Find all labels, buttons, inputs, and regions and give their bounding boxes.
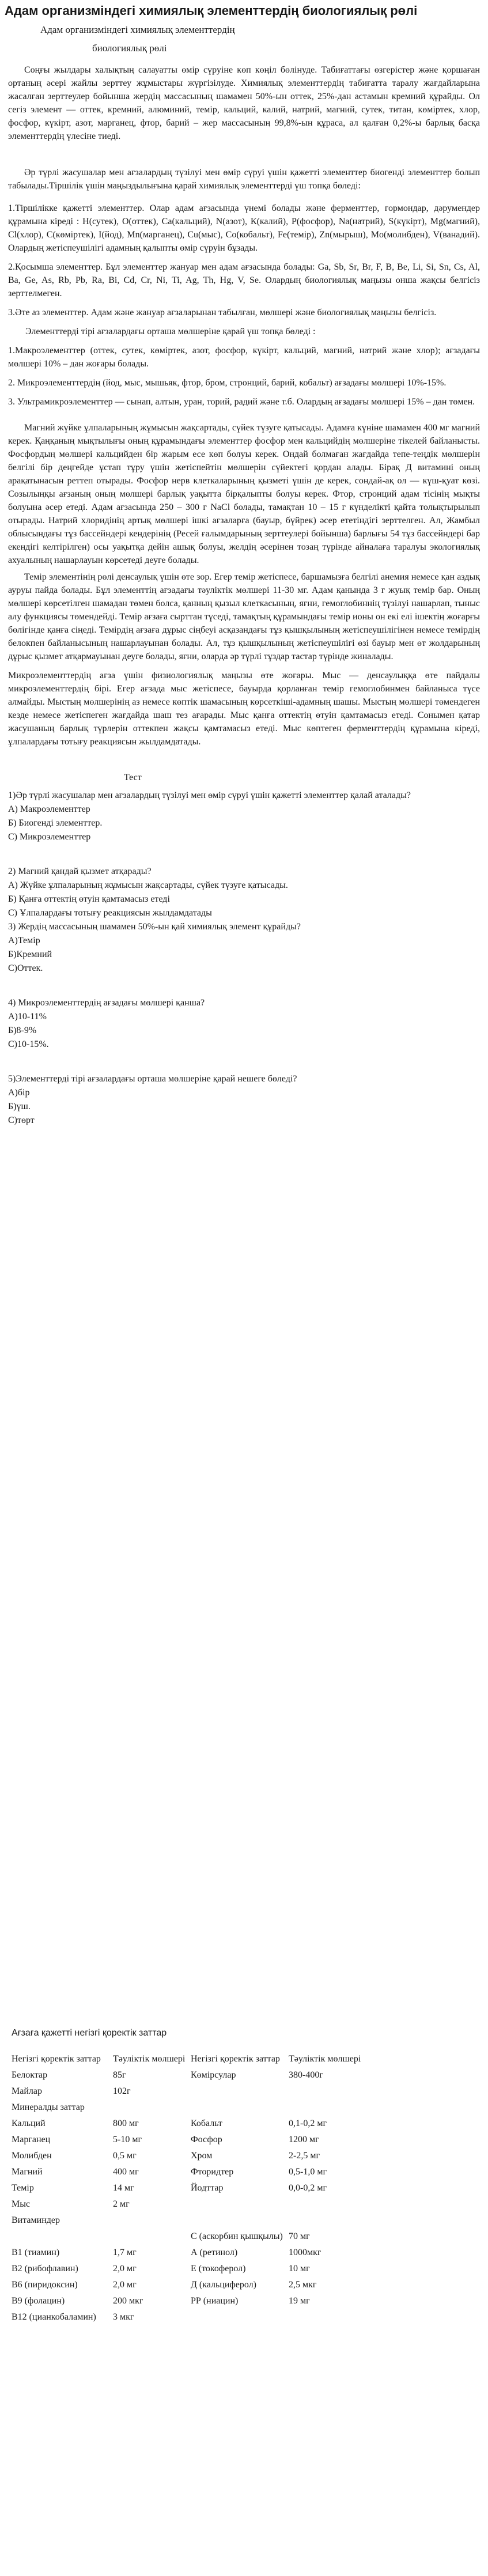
table-row bbox=[9, 2277, 378, 2293]
table-cell: Хром bbox=[191, 2151, 213, 2161]
table-cell: Е (токоферол) bbox=[191, 2264, 246, 2274]
question-4-option-b: Б)8-9% bbox=[8, 1026, 37, 1035]
table-cell bbox=[111, 2100, 188, 2116]
nutrients-table bbox=[9, 2051, 378, 2325]
table-cell: 1,7 мг bbox=[113, 2248, 137, 2257]
table-row bbox=[9, 2196, 378, 2212]
table-cell bbox=[286, 2196, 378, 2212]
question-4: 4) Микроэлементтердің ағзадағы мөлшері қанша? bbox=[8, 998, 205, 1008]
table-cell: В12 (цианкобаламин) bbox=[12, 2312, 96, 2322]
table-cell: Көмірсулар bbox=[191, 2070, 236, 2080]
table-cell: 19 мг bbox=[289, 2296, 310, 2306]
question-3-option-a: А)Темір bbox=[8, 936, 40, 945]
question-2: 2) Магний қандай қызмет атқарады? bbox=[8, 867, 152, 876]
table-cell: В1 (тиамин) bbox=[12, 2248, 60, 2257]
table-row bbox=[9, 2083, 378, 2100]
table-cell: 1200 мг bbox=[289, 2135, 319, 2144]
question-2-option-b: Б) Қанға оттектің өтуін қамтамасыз етеді bbox=[8, 894, 170, 904]
subtitle-line-2: биологиялық рөлі bbox=[92, 43, 167, 54]
paragraph-iron: Темір элементінің рөлі денсаулық үшін өте зор. Егер темір жетіспесе, баршамызға белгілі анемия немесе қан аздық ауруы пайда болады. Бұл элементтің ағзадағы тәуліктік мөлшері 11-30 мг. Адам қанында 3 г жуық темір бар. Оның мөлшері көрсетілген шамадан төмен болса, қанның қызыл клеткасының, яғни, гемоглобиннің түзілуі нашарлап, тыныс алу функциясы төмендейді. Темір ағзаға сырттан түседі, тамақтың құрамындағы темір ионы он екі елі ішектің жоғарғы бөлігінде қанға сіңеді. Темірдің ағзаға дұрыс сіңбеуі асқазандағы тұз қышқылының жетіспеушілігінен немесе темірдің белокпен байланысының нашарлауынан болады. Ал, тұз қышқылының жетіспеушілігі өзі бауыр мен өт жолдарының дұрыс қызмет атқармауынан деуге болады, яғни, оларда әр түрлі тұздар тастар түрінде жиналады. bbox=[8, 572, 480, 661]
table-cell: 200 мкг bbox=[113, 2296, 143, 2306]
table-cell: Кобальт bbox=[191, 2119, 222, 2128]
subtitle-line-1: Адам организміндегі химиялық элементтердің bbox=[40, 24, 235, 35]
table-cell: 2,0 мг bbox=[113, 2280, 137, 2290]
table-cell: 0,5-1,0 мг bbox=[289, 2167, 327, 2177]
table-cell: Минералды заттар bbox=[12, 2102, 85, 2112]
table-cell: 2,5 мкг bbox=[289, 2280, 317, 2290]
table-cell: РР (ниацин) bbox=[191, 2296, 239, 2306]
table-row bbox=[9, 2180, 378, 2196]
paragraph-macro: 1.Макроэлементтер (оттек, сутек, көміртек, азот, фосфор, күкірт, кальций, магний, натрий және хлор); ағзадағы мөлшері 10% – дан жоғары болады. bbox=[8, 346, 480, 369]
table-cell: 2-2,5 мг bbox=[289, 2151, 320, 2161]
table-row bbox=[9, 2132, 378, 2148]
paragraph-micro: 2. Микроэлементтердің (йод, мыс, мышьяк, фтор, бром, стронций, барий, кобальт) ағзадағы мөлшері 10%-15%. bbox=[8, 378, 447, 388]
table-cell: 800 мг bbox=[113, 2119, 139, 2128]
table-cell bbox=[188, 2212, 286, 2229]
table-cell: 0,1-0,2 мг bbox=[289, 2119, 327, 2128]
table-cell bbox=[111, 2229, 188, 2245]
question-5-option-a: А)бір bbox=[8, 1088, 30, 1098]
table-cell: 1000мкг bbox=[289, 2248, 321, 2257]
table-cell: 2 мг bbox=[113, 2199, 130, 2209]
table-cell: 0,5 мг bbox=[113, 2151, 137, 2161]
header-amount-right: Тәуліктік мөлшері bbox=[289, 2054, 361, 2064]
table-cell: Кальций bbox=[12, 2119, 46, 2128]
table-row bbox=[9, 2067, 378, 2083]
table-cell: Майлар bbox=[12, 2086, 42, 2096]
table-header-row bbox=[9, 2051, 378, 2067]
table-row bbox=[9, 2309, 378, 2325]
question-1-option-a: А) Макроэлементтер bbox=[8, 804, 90, 814]
table-cell: Витаминдер bbox=[12, 2215, 60, 2225]
paragraph-group-2: 2.Қосымша элементтер. Бұл элементтер жануар мен адам ағзасында болады: Ga, Sb, Sr, Br, F, B, Be, Li, Si, Sn, Cs, Al, Ba, Ge, As, Rb, Pb, Ra, Bi, Cd, Cr, Ni, Ti, Ag, Th, Hg, V, Se. Олардың биологиялық маңызы онша жақсы белгісіз зерттелмеген. bbox=[8, 262, 480, 298]
nutrients-section bbox=[0, 2028, 488, 2038]
question-2-option-a: А) Жүйке ұлпаларының жұмысын жақсартады, сүйек түзуге қатысады. bbox=[8, 880, 288, 890]
table-cell bbox=[9, 2229, 111, 2245]
table-cell: 0,0-0,2 мг bbox=[289, 2183, 327, 2193]
table-cell: 10 мг bbox=[289, 2264, 310, 2274]
table-cell: Йодттар bbox=[191, 2183, 224, 2193]
question-4-option-a: А)10-11% bbox=[8, 1012, 47, 1022]
table-cell: А (ретинол) bbox=[191, 2248, 238, 2257]
question-1-option-c: С) Микроэлементтер bbox=[8, 832, 91, 842]
header-nutrient-right: Негізгі қоректік заттар bbox=[191, 2054, 280, 2064]
table-cell: 85г bbox=[113, 2070, 126, 2080]
question-3: 3) Жердің массасының шамамен 50%-ын қай химиялық элемент құрайды? bbox=[8, 922, 301, 932]
table-row bbox=[9, 2164, 378, 2180]
paragraph-group-3: 3.Әте аз элементтер. Адам және жануар ағзаларынан табылған, мөлшері және биологиялық маңызы белгісіз. bbox=[8, 308, 437, 317]
paragraph-classification: Элементтерді тірі ағзалардағы орташа мөлшеріне қарай үш топқа бөледі : bbox=[25, 327, 316, 336]
table-cell: 380-400г bbox=[289, 2070, 323, 2080]
table-cell: Молибден bbox=[12, 2151, 52, 2161]
question-2-option-c: С) Ұлпалардағы тотығу реакциясын жылдамдатады bbox=[8, 908, 212, 918]
question-5-option-c: С)төрт bbox=[8, 1115, 35, 1125]
table-cell: 3 мкг bbox=[113, 2312, 134, 2322]
table-cell: С (аскорбин қышқылы) bbox=[191, 2231, 283, 2241]
question-5-option-b: Б)үш. bbox=[8, 1102, 31, 1111]
table-row bbox=[9, 2261, 378, 2277]
table-cell bbox=[286, 2100, 378, 2116]
table-cell bbox=[286, 2212, 378, 2229]
paragraph-magnesium: Магний жүйке ұлпаларының жұмысын жақсартады, сүйек түзуге қатысады. Адамға күніне шамамен 400 мг магний керек. Қаңқаның мықтылығы оның құрамындағы элементтер фосфор мен кальцийдің мөлшеріне тікелей байланысты. Фосфордың мөлшері кальцийден бір жарым есе көп болуы керек. Ондай болмаған жағдайда тепе-теңдік мөлшерін белгілі бір деңгейде ұстап тұру үшін жетіспейтін мөлшерін сүйектегі қордан алады. Бірақ Д витамині оның арақатынасын реттеп отырады. Фосфор нерв клеткаларының қызметі үшін де керек, сондай-ақ ол — күш-қуат көзі. Созылыңқы ағзаның оның мөлшері барлық уақытта бірқалыпты болуы керек. Фтор, стронций адам тісінің мықты болуына әсер етеді. Адам ағзасында 250 – 300 г NaCl болады, тамақтан 10 – 15 г күнделікті қайта толықтырылып отырады. Натрий хлоридінің артық мөлшері ішкі ағзаларға (бауыр, бүйрек) әсер ететіндігі зерттелген. Ал, Жамбыл облысындағы тұз бассейндері кендерінің (Ресей ғалымдарының зерттеулері бойынша) барлығы 54 тұз бассейндері бар екендігі келтірілген) осы уақытқа дейін ашық болуы, желдің әсерінен тозаң түрінде айналаға таралуы экологиялық ахуалының нашарлауын көрсетеді деуге болады. bbox=[8, 423, 480, 565]
paragraph-intro: Соңғы жылдары халықтың салауатты өмір сүруіне көп көңіл бөлінуде. Табиғаттағы өзгерістер және қоршаған ортаның әсері жайлы зерттеу жұмыстары жүргізілуде. Химиялық элементтердің табиғатта таралу жағдайларына жасалған зерттеулер бойынша жердің массасының шамамен 50%-ын оттек, 25%-дан астамын кремний құрайды. Ол сегіз элемент — оттек, кремний, алюминий, темір, кальций, калий, натрий, магний, сутек, титан, көміртек, хлор, фосфор, күкірт, азот, марганец, фтор, барий – жер массасының 99,8%-ын құраса, ал қалған 0,2%-ы барлық басқа элементтердің үлесіне тиеді. bbox=[8, 65, 480, 141]
table-cell bbox=[188, 2100, 286, 2116]
table-cell: 400 мг bbox=[113, 2167, 139, 2177]
table-cell: Фосфор bbox=[191, 2135, 222, 2144]
question-5: 5)Элементтерді тірі ағзалардағы орташа мөлшеріне қарай нешеге бөледі? bbox=[8, 1074, 297, 1084]
document-page bbox=[0, 0, 488, 1128]
paragraph-ultramicro: 3. Ультрамикроэлементтер — сынап, алтын, уран, торий, радий және т.б. Олардың ағзадағы мөлшері 15% – дан төмен. bbox=[8, 397, 475, 407]
table-cell bbox=[188, 2309, 286, 2325]
table-cell: Мыс bbox=[12, 2199, 31, 2209]
table-row bbox=[9, 2148, 378, 2164]
table-row bbox=[9, 2245, 378, 2261]
table-cell: Д (кальциферол) bbox=[191, 2280, 256, 2290]
table-cell: В2 (рибофлавин) bbox=[12, 2264, 78, 2274]
nutrients-table-title: Ағзаға қажетті негізгі қоректік заттар bbox=[12, 2028, 167, 2038]
table-cell: В9 (фолацин) bbox=[12, 2296, 65, 2306]
table-cell bbox=[188, 2196, 286, 2212]
test-title: Тест bbox=[124, 773, 142, 782]
table-cell: 2,0 мг bbox=[113, 2264, 137, 2274]
table-cell: 70 мг bbox=[289, 2231, 310, 2241]
header-amount-left: Тәуліктік мөлшері bbox=[113, 2054, 186, 2064]
table-cell bbox=[286, 2309, 378, 2325]
table-cell: Марганец bbox=[12, 2135, 51, 2144]
table-cell: Темір bbox=[12, 2183, 34, 2193]
table-cell: 5-10 мг bbox=[113, 2135, 142, 2144]
table-cell: Фторидтер bbox=[191, 2167, 234, 2177]
table-cell: В6 (пиридоксин) bbox=[12, 2280, 78, 2290]
table-row bbox=[9, 2293, 378, 2309]
table-cell bbox=[286, 2083, 378, 2100]
question-4-option-c: С)10-15%. bbox=[8, 1039, 49, 1049]
header-nutrient-left: Негізгі қоректік заттар bbox=[12, 2054, 101, 2064]
question-1: 1)Әр түрлі жасушалар мен ағзалардың түзілуі мен өмір сүруі үшін қажетті элементтер қалай аталады? bbox=[8, 790, 411, 800]
paragraph-biogenic: Әр түрлі жасушалар мен ағзалардың түзілуі мен өмір сүруі үшін қажетті элементтер биогенді элементтер болып табылады.Тіршілік үшін маңыздылығына қарай химиялық элементтерді үш топқа бөледі: bbox=[8, 168, 480, 191]
question-3-option-c: С)Оттек. bbox=[8, 963, 43, 973]
paragraph-copper: Микроэлементтердің ағза үшін физиологиялық маңызы өте жоғары. Мыс — денсаулыққа өте пайдалы микроэлементтердің бірі. Егер ағзада мыс жетіспесе, бауырда қорланған темір гемоглобинмен байланыса түсе алмайды. Мыстың мөлшерінің аз немесе көптік шамасының көрсеткіші-адамның шашы. Мыстың мөлшері төмендеген кезде немесе жетіспеген жағдайда шаш тез ағарады. Мыс қанға оттектің өтуін қамтамасыз етеді. Сонымен қатар жасушаның барлық түрлерін оттекпен жақсы қамтамасыз етеді. Мыс көптеген ферменттердің құрамына кіреді, ұлпалардағы тотығу реакциясын жылдамдатады. bbox=[8, 671, 480, 747]
paragraph-group-1: 1.Тіршілікке қажетті элементтер. Олар адам ағзасында үнемі болады және ферменттер, гормондар, дәрумендер құрамына кіреді : Н(сутек), О(оттек), Са(кальций), N(азот), К(калий), Р(фосфор), Na(натрий), S(күкірт), Mg(магний), Cl(хлор), С(көміртек), I(йод), Mn(марганец), Cu(мыс), Co(кобальт), Fe(темір), Zn(мырыш), Mo(молибден), V(ванадий). Олардың жетіспеушілігі адамның қалыпты өмір сүруін бұзады. bbox=[8, 203, 480, 253]
table-cell: 14 мг bbox=[113, 2183, 134, 2193]
table-row bbox=[9, 2116, 378, 2132]
table-cell: Белоктар bbox=[12, 2070, 48, 2080]
table-cell: Магний bbox=[12, 2167, 43, 2177]
question-3-option-b: Б)Кремний bbox=[8, 950, 52, 959]
table-row bbox=[9, 2212, 378, 2229]
table-cell bbox=[188, 2083, 286, 2100]
document-title: Адам организміндегі химиялық элементтердің биологиялық рөлі bbox=[5, 3, 418, 18]
table-row bbox=[9, 2100, 378, 2116]
table-cell bbox=[111, 2212, 188, 2229]
table-cell: 102г bbox=[113, 2086, 131, 2096]
question-1-option-b: Б) Биогенді элементтер. bbox=[8, 818, 103, 828]
table-row bbox=[9, 2229, 378, 2245]
